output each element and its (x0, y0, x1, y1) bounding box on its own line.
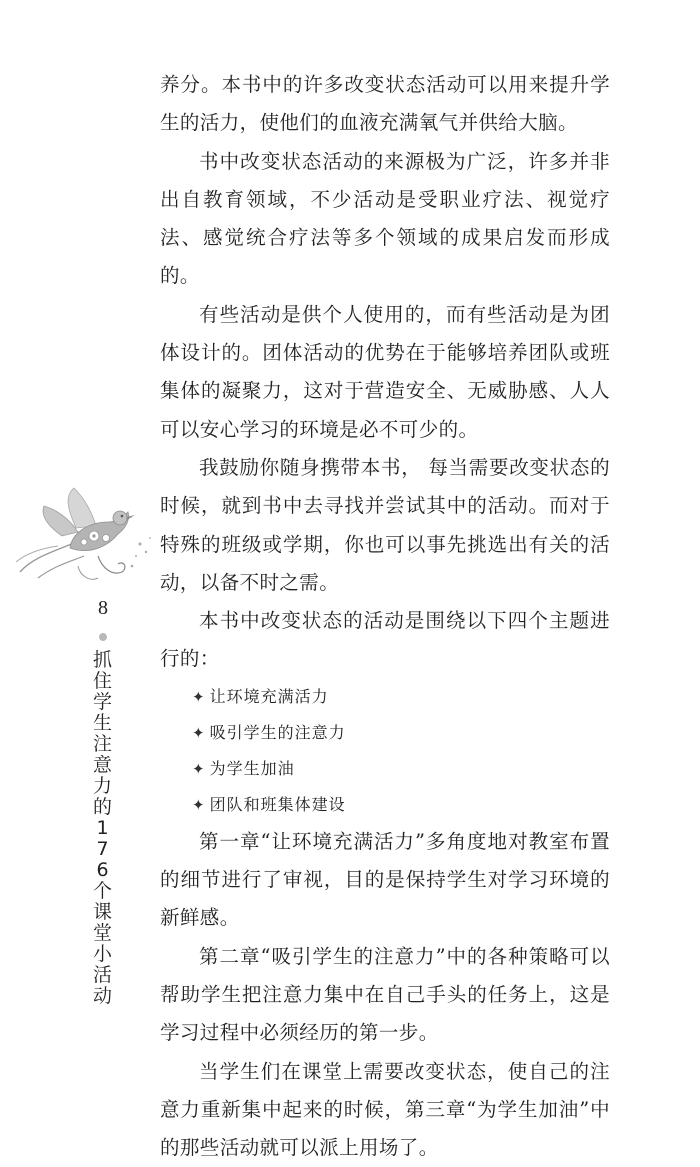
paragraph-7: 第二章“吸引学生的注意力”中的各种策略可以帮助学生把注意力集中在自己手头的任务上，这是学习过程中必须经历的第一步。 (160, 944, 610, 1045)
page-number: 8 (98, 597, 108, 619)
book-title-vertical: 抓住学生注意力的176个课堂小活动 (92, 649, 113, 1007)
paragraph-3: 有些活动是供个人使用的，而有些活动是为团体设计的。团体活动的优势在于能够培养团队或班集体的凝聚力，这对于营造安全、无威胁感、人人可以安心学习的环境是必不可少的。 (160, 302, 610, 441)
paragraph-8: 当学生们在课堂上需要改变状态，使自己的注意力重新集中起来的时候，第三章“为学生加油”中的那些活动就可以派上用场了。 (160, 1059, 610, 1160)
list-item (160, 787, 610, 823)
list-item-label: 团队和班集体建设 (209, 794, 346, 814)
list-item-label: 让环境充满活力 (209, 686, 329, 706)
body-text (160, 66, 610, 1167)
list-item (160, 679, 610, 715)
list-item-label: 吸引学生的注意力 (209, 722, 346, 742)
bird-ornament-icon (14, 486, 156, 586)
star-bullet-icon: ✦ (192, 687, 206, 706)
star-bullet-icon: ✦ (192, 759, 206, 778)
dot-divider-icon (99, 633, 107, 641)
star-bullet-icon: ✦ (192, 795, 206, 814)
list-item-label: 为学生加油 (209, 758, 295, 778)
paragraph-6: 第一章“让环境充满活力”多角度地对教室布置的细节进行了审视，目的是保持学生对学习环境的新鲜感。 (160, 829, 610, 930)
paragraph-2: 书中改变状态活动的来源极为广泛，许多并非出自教育领域，不少活动是受职业疗法、视觉疗法、感觉统合疗法等多个领域的成果启发而形成的。 (160, 149, 610, 288)
paragraph-1: 养分。本书中的许多改变状态活动可以用来提升学生的活力，使他们的血液充满氧气并供给大脑。 (160, 73, 610, 135)
paragraph-5: 本书中改变状态的活动是围绕以下四个主题进行的： (160, 609, 610, 671)
list-item (160, 715, 610, 751)
paragraph-4: 我鼓励你随身携带本书， 每当需要改变状态的时候，就到书中去寻找并尝试其中的活动。而对于特殊的班级或学期，你也可以事先挑选出有关的活动，以备不时之需。 (160, 455, 610, 594)
star-bullet-icon: ✦ (192, 723, 206, 742)
list-item (160, 751, 610, 787)
